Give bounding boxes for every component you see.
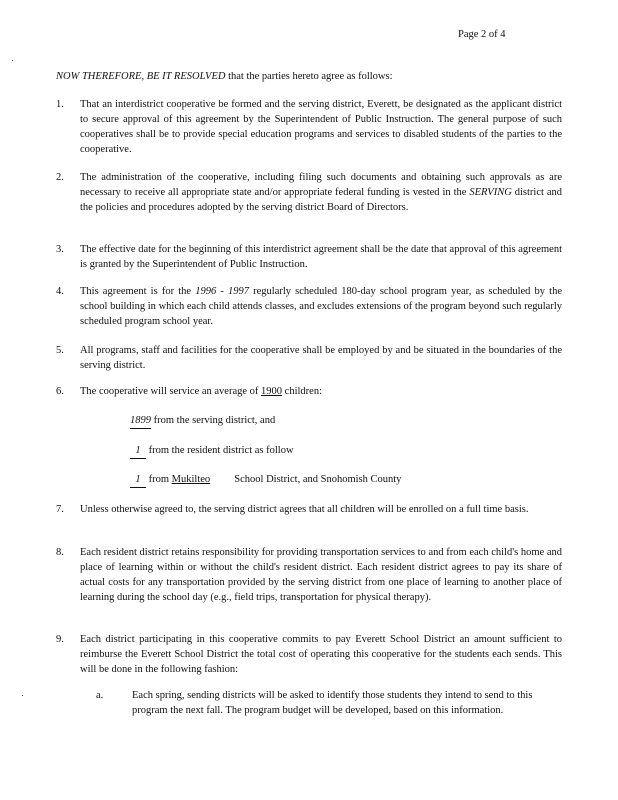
resolution-rest: that the parties hereto agree as follows: [225, 71, 393, 82]
clause-text: That an interdistrict cooperative be formed and the serving district, Everett, be designated as the applicant district to secure approval of this agreement by the Superintendent of Public Instruction. The general purpose of such cooperatives shall be to provide special education programs and services to disabled students of the parties to the cooperative. [80, 99, 562, 155]
clause-8 [56, 545, 562, 605]
clause-text-part: The administration of the cooperative, including filing such documents and obtaining such approvals as are necessary to receive all appropriate state and/or appropriate federal funding is vested in the [80, 172, 562, 198]
resolution-intro [56, 70, 562, 84]
page-number: Page 2 of 4 [458, 29, 506, 40]
breakdown-text: from the resident district as follow [146, 445, 294, 456]
district-count: 1 [130, 472, 146, 488]
clause-text [80, 384, 562, 399]
breakdown-text: from the serving district, and [151, 415, 276, 426]
clause-number: 9. [56, 634, 64, 645]
clause-9-a [96, 688, 562, 718]
breakdown-serving [130, 413, 275, 429]
clause-text: Each resident district retains responsibility for providing transportation services to and from each child's home and place of learning within or without the child's resident district. Each resident district agrees to pay its share of actual costs for any transportation provided by the serving district from one place of learning to another place of learning during the school day (e.g., field trips, transportation for physical therapy). [80, 547, 562, 603]
clause-text-part: children: [282, 386, 322, 397]
clause-text-emphasis: 1996 - 1997 [195, 286, 249, 297]
clause-number: 6. [56, 386, 64, 397]
resolution-lead: NOW THEREFORE, BE IT RESOLVED [56, 71, 226, 82]
clause-number: 4. [56, 286, 64, 297]
breakdown-district [130, 472, 401, 488]
subclause-letter: a. [96, 690, 104, 701]
clause-text-part: The cooperative will service an average of [80, 386, 262, 397]
clause-text [80, 284, 562, 329]
clause-7 [56, 502, 562, 517]
serving-count: 1899 [130, 413, 151, 429]
clause-number: 2. [56, 172, 64, 183]
breakdown-text: from [146, 474, 172, 485]
clause-1 [56, 97, 562, 157]
clause-number: 3. [56, 244, 64, 255]
clause-4 [56, 284, 562, 329]
subclause-text: Each spring, sending districts will be asked to identify those students they intend to send to this program the next fall. The program budget will be developed, based on this information. [132, 690, 533, 716]
clause-text: Each district participating in this cooperative commits to pay Everett School District an amount sufficient to reimburse the Everett School District the total cost of operating this cooperative for the students each sends. This will be done in the following fashion: [80, 634, 562, 675]
resident-count: 1 [130, 443, 146, 459]
district-name: Mukilteo [171, 474, 211, 485]
children-total: 1900 [261, 386, 283, 397]
clause-2 [56, 170, 562, 215]
clause-6 [56, 384, 562, 399]
clause-number: 7. [56, 504, 64, 515]
clause-text: Unless otherwise agreed to, the serving district agrees that all children will be enrolled on a full time basis. [80, 504, 529, 515]
clause-text-part: district and the policies and procedures adopted by the serving district Board of Directors. [80, 187, 563, 213]
clause-text: All programs, staff and facilities for the cooperative shall be employed by and be situated in the boundaries of the serving district. [80, 345, 562, 371]
clause-number: 8. [56, 547, 64, 558]
breakdown-resident [130, 443, 294, 459]
clause-5 [56, 343, 562, 373]
clause-text-part: This agreement is for the [80, 286, 196, 297]
clause-number: 5. [56, 345, 64, 356]
clause-number: 1. [56, 99, 64, 110]
clause-text [80, 170, 562, 215]
clause-9 [56, 632, 562, 677]
clause-text: The effective date for the beginning of this interdistrict agreement shall be the date that approval of this agreement is granted by the Superintendent of Public Instruction. [80, 244, 562, 270]
scan-speck [22, 695, 23, 696]
clause-3 [56, 242, 562, 272]
breakdown-text: School District, and Snohomish County [231, 474, 402, 485]
scan-speck [12, 60, 13, 61]
clause-text-part: regularly scheduled 180-day school program year, as scheduled by the school building in which each child attends classes, and excludes extensions of the program beyond such regularly scheduled program school year. [80, 286, 563, 327]
clause-text-emphasis: SERVING [469, 187, 512, 198]
